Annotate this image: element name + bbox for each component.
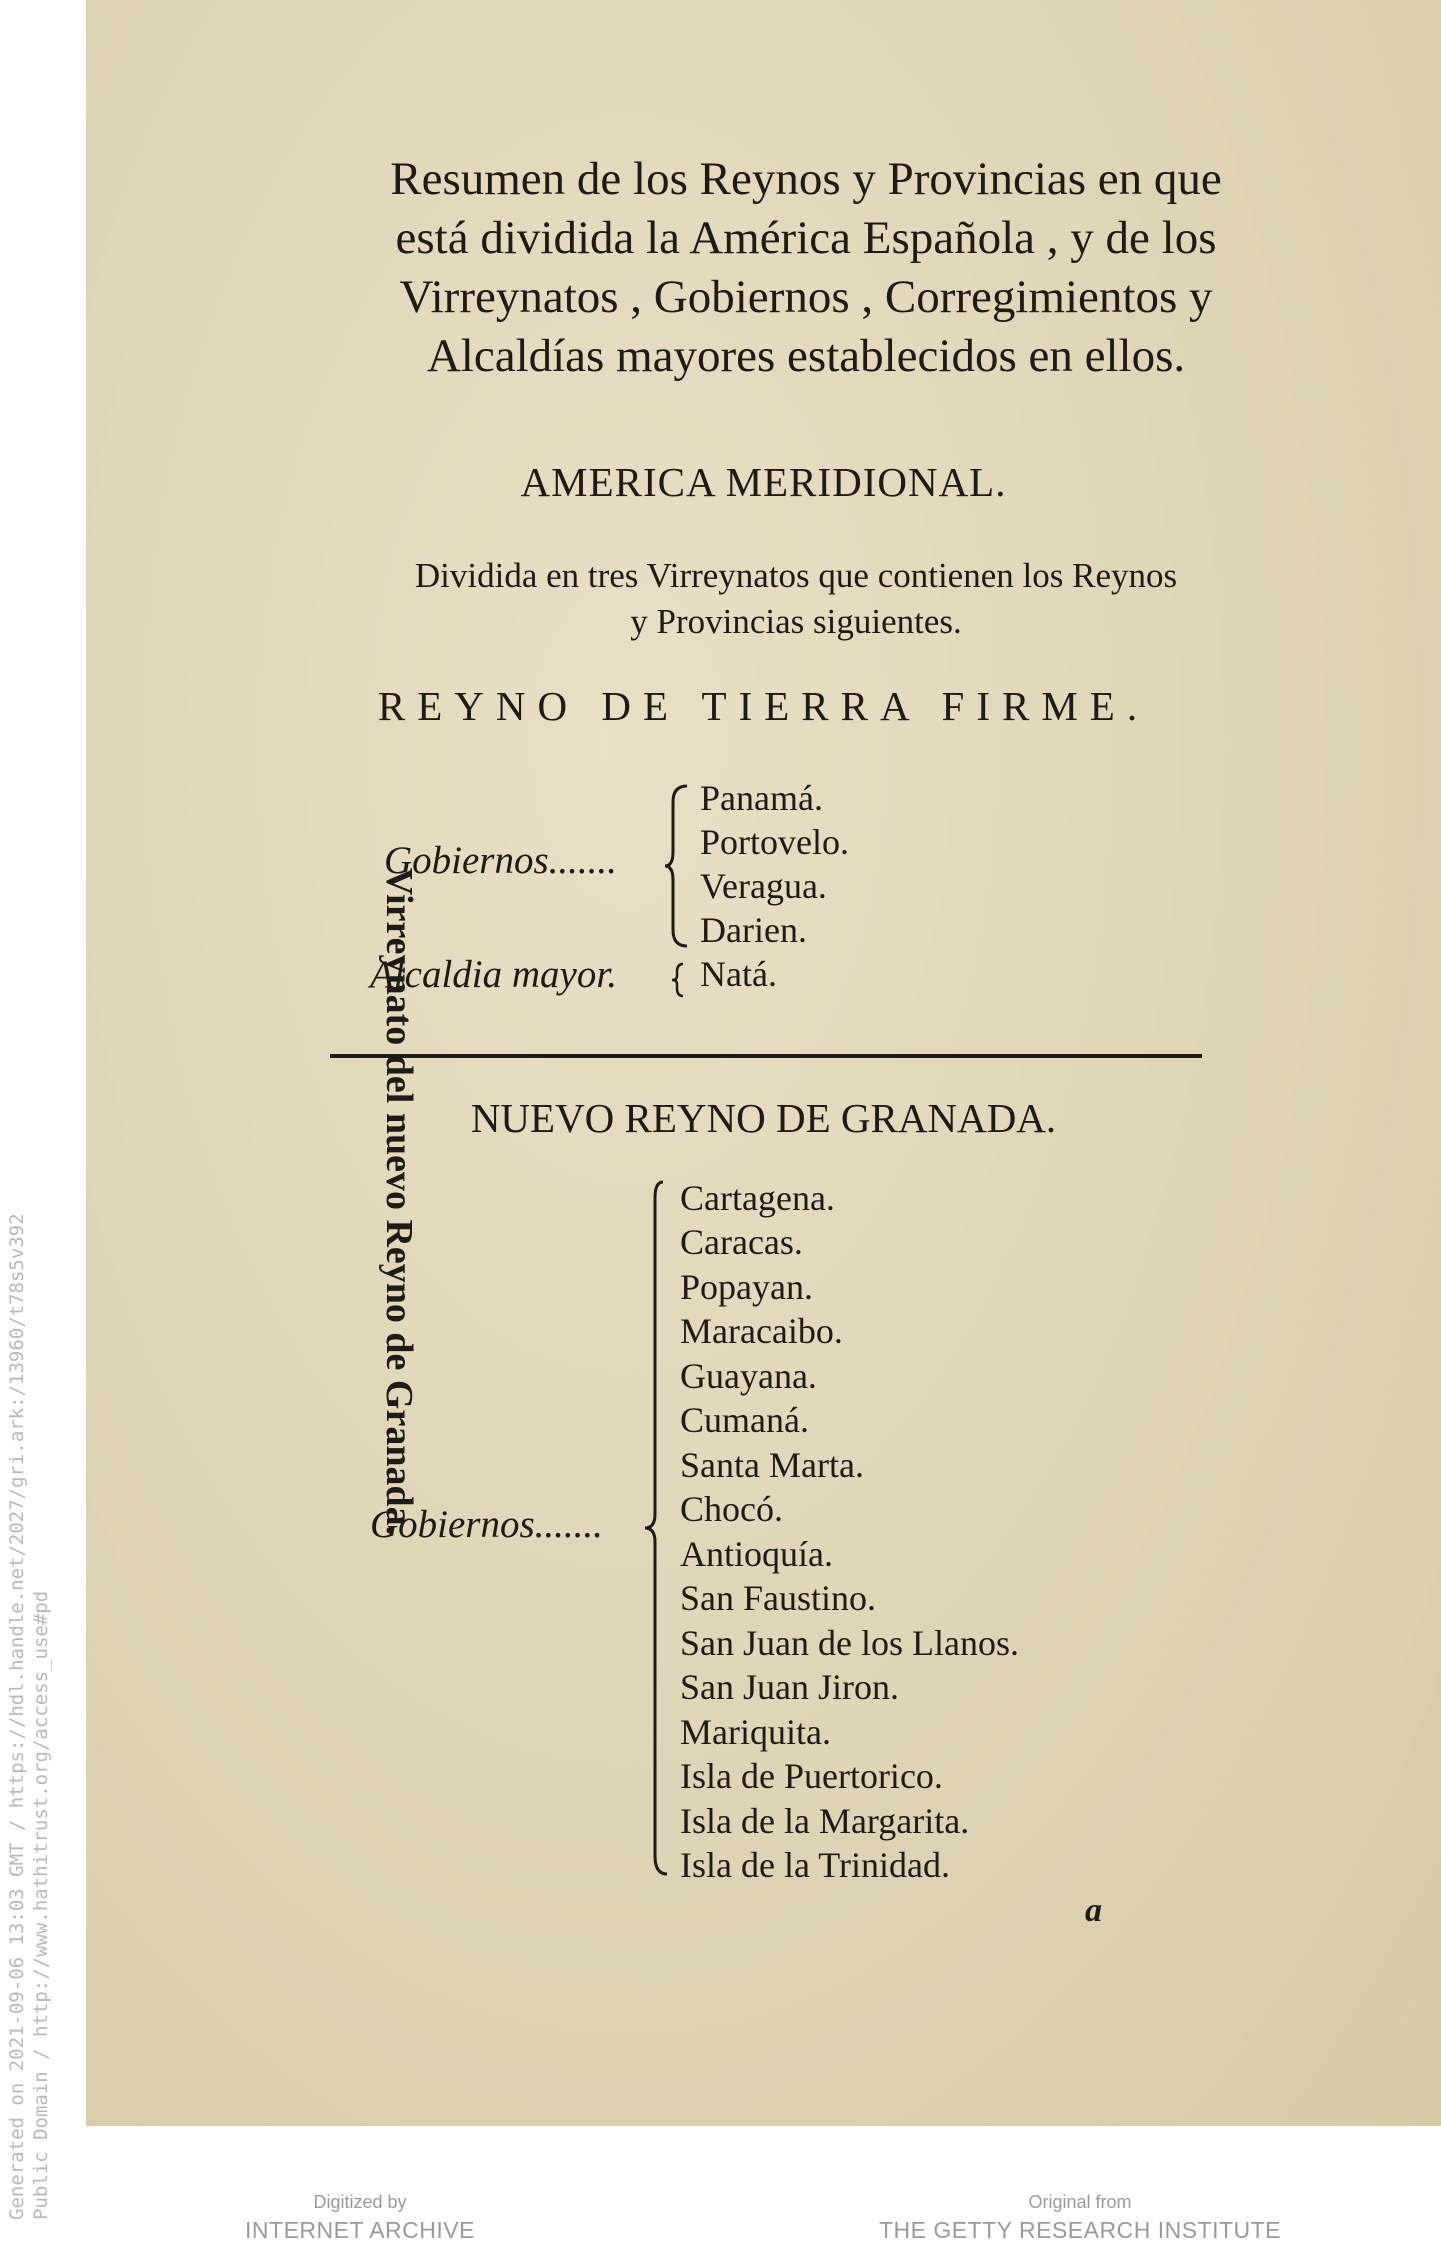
- gobierno-item: Santa Marta.: [680, 1445, 864, 1485]
- gobierno-item: San Juan de los Llanos.: [680, 1623, 1019, 1663]
- gobierno-item: Cumaná.: [680, 1400, 809, 1440]
- gobierno-item: Panamá.: [700, 778, 823, 818]
- brace-gobiernos-nueva-granada: [641, 1178, 675, 1880]
- gobierno-item: Isla de la Margarita.: [680, 1801, 970, 1841]
- title-line-4: Alcaldías mayores establecidos en ellos.: [426, 330, 1186, 382]
- rights-stamp-line: Public Domain / http://www.hathitrust.org/access_use#pd: [30, 1590, 52, 2220]
- section-divider: [330, 1054, 1202, 1058]
- gobierno-item: San Faustino.: [680, 1578, 877, 1618]
- main-heading: AMERICA MERIDIONAL.: [520, 459, 1007, 505]
- brace-gobiernos-tierra-firme: [663, 782, 693, 950]
- generation-stamp-line: Generated on 2021-09-06 13:03 GMT / https://hdl.handle.net/2027/gri.ark:/13960/t78s5v392: [6, 1213, 28, 2220]
- gobierno-item: Veragua.: [700, 866, 827, 906]
- alcaldia-item: Natá.: [700, 954, 777, 994]
- gobierno-item: Isla de la Trinidad.: [680, 1845, 950, 1885]
- digitized-by-credit: [205, 2192, 515, 2244]
- digitized-by-label: Digitized by: [313, 2192, 407, 2212]
- alcaldia-label: Alcaldia mayor.: [370, 953, 617, 996]
- original-from-credit: [860, 2192, 1300, 2244]
- signature-mark: a: [1085, 1892, 1102, 1929]
- gobierno-item: Antioquía.: [680, 1534, 833, 1574]
- brace-alcaldia: [669, 962, 689, 998]
- subtitle-line-1: Dividida en tres Virreynatos que contienen los Reynos: [414, 556, 1178, 595]
- gobierno-item: Mariquita.: [680, 1712, 831, 1752]
- gobierno-item: Darien.: [700, 910, 807, 950]
- section-heading-nueva-granada: NUEVO REYNO DE GRANADA.: [470, 1095, 1057, 1141]
- access-stamp: [0, 0, 60, 2255]
- gobierno-item: Maracaibo.: [680, 1311, 843, 1351]
- gobierno-item: Isla de Puertorico.: [680, 1756, 943, 1796]
- gobiernos-label: Gobiernos.......: [370, 1503, 603, 1546]
- gobierno-item: Caracas.: [680, 1222, 803, 1262]
- scanned-page: [86, 0, 1441, 2126]
- gobiernos-label: Gobiernos.......: [384, 839, 617, 882]
- section-heading-tierra-firme: REYNO DE TIERRA FIRME.: [377, 683, 1150, 729]
- subtitle-line-2: y Provincias siguientes.: [630, 602, 962, 641]
- title-line-3: Virreynatos , Gobiernos , Corregimientos y: [399, 271, 1213, 323]
- digitizer-name: INTERNET ARCHIVE: [245, 2217, 475, 2243]
- gobierno-item: Portovelo.: [700, 822, 849, 862]
- original-from-label: Original from: [1028, 2192, 1132, 2212]
- gobierno-item: Guayana.: [680, 1356, 817, 1396]
- title-line-2: está dividida la América Española , y de los: [395, 212, 1217, 264]
- gobierno-item: Popayan.: [680, 1267, 813, 1307]
- gobierno-item: San Juan Jiron.: [680, 1667, 899, 1707]
- gobierno-item: Chocó.: [680, 1489, 783, 1529]
- title-line-1: Resumen de los Reynos y Provincias en que: [390, 153, 1222, 205]
- institution-name: THE GETTY RESEARCH INSTITUTE: [878, 2217, 1282, 2243]
- gobierno-item: Cartagena.: [680, 1178, 835, 1218]
- virreynato-side-label: Virreynato del nuevo Reyno de Granada.: [378, 868, 420, 1536]
